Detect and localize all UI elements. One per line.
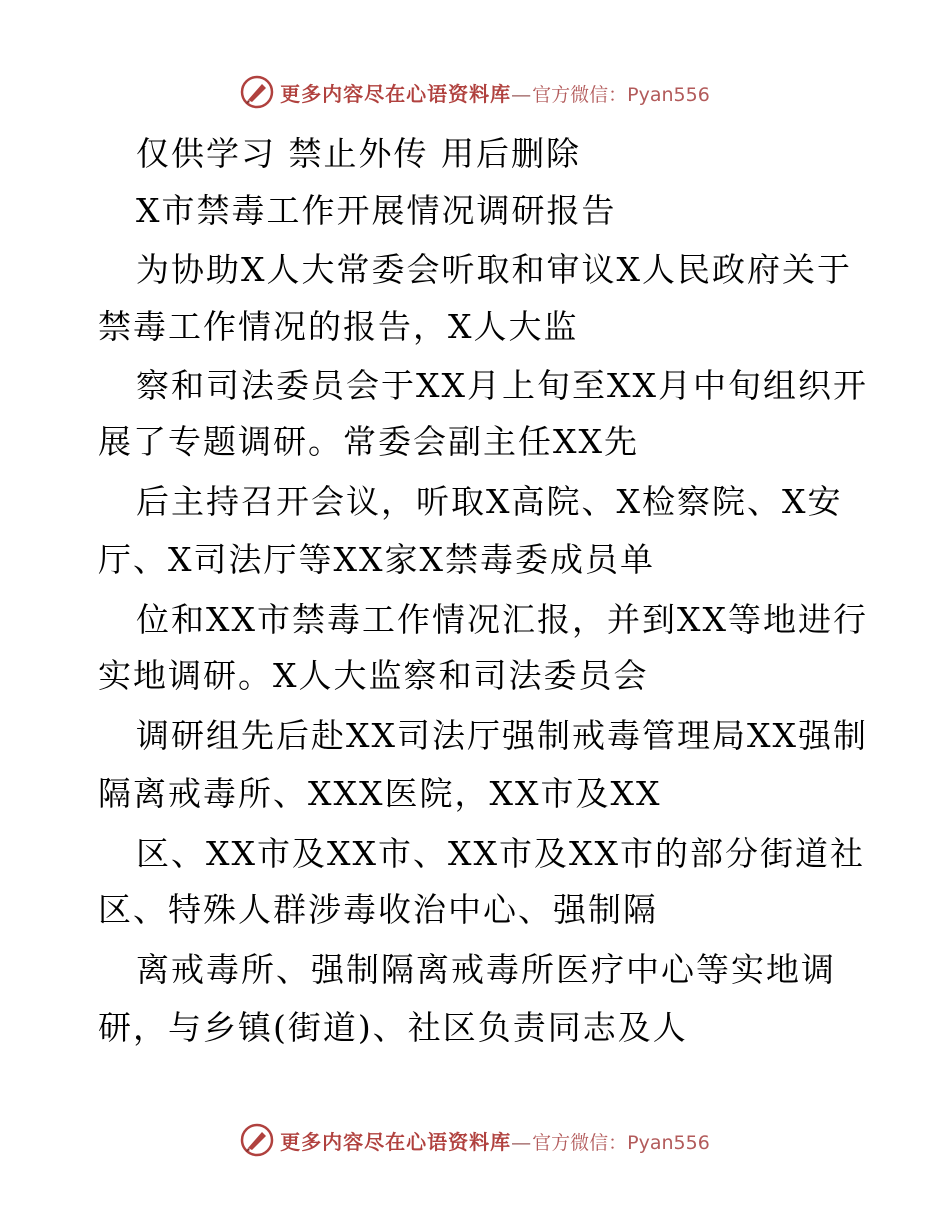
paragraph-line: 察和司法委员会于XX月上旬至XX月中旬组织开: [136, 366, 868, 405]
paragraph-line: 离戒毒所、强制隔离戒毒所医疗中心等实地调: [136, 950, 836, 989]
header-site-text: 更多内容尽在心语资料库: [280, 81, 512, 106]
header-wechat-text: 官方微信：Pyan556: [532, 83, 710, 106]
header-separator: —: [511, 81, 533, 106]
paragraph-line: 厅、X司法厅等XX家X禁毒委成员单: [98, 540, 655, 579]
header-banner: [0, 70, 950, 114]
pen-logo-icon: [240, 1123, 274, 1157]
paragraph-line: 为协助X人大常委会听取和审议X人民政府关于: [136, 250, 852, 289]
paragraph-line: 禁毒工作情况的报告，X人大监: [98, 307, 579, 346]
paragraph-line: 研，与乡镇(街道)、社区负责同志及人: [98, 1008, 688, 1047]
pen-logo-icon: [240, 75, 274, 109]
paragraph-line: 后主持召开会议，听取X高院、X检察院、X安: [136, 482, 843, 521]
footer-banner-text: [280, 1126, 710, 1155]
paragraph-line: 区、XX市及XX市、XX市及XX市的部分街道社: [136, 834, 865, 873]
footer-banner: [0, 1118, 950, 1162]
footer-separator: —: [511, 1129, 533, 1154]
footer-site-text: 更多内容尽在心语资料库: [280, 1129, 512, 1154]
paragraph-line: 展了专题调研。常委会副主任XX先: [98, 422, 639, 461]
document-title: X市禁毒工作开展情况调研报告: [136, 191, 617, 230]
paragraph-line: 实地调研。X人大监察和司法委员会: [98, 656, 649, 695]
header-banner-text: [280, 78, 710, 107]
paragraph-line: 位和XX市禁毒工作情况汇报，并到XX等地进行: [136, 600, 868, 639]
paragraph-line: 隔离戒毒所、XXX医院，XX市及XX: [98, 774, 662, 813]
notice-line: 仅供学习 禁止外传 用后删除: [136, 134, 581, 173]
paragraph-line: 区、特殊人群涉毒收治中心、强制隔: [98, 890, 658, 929]
footer-wechat-text: 官方微信：Pyan556: [532, 1131, 710, 1154]
paragraph-line: 调研组先后赴XX司法厅强制戒毒管理局XX强制: [136, 716, 868, 755]
